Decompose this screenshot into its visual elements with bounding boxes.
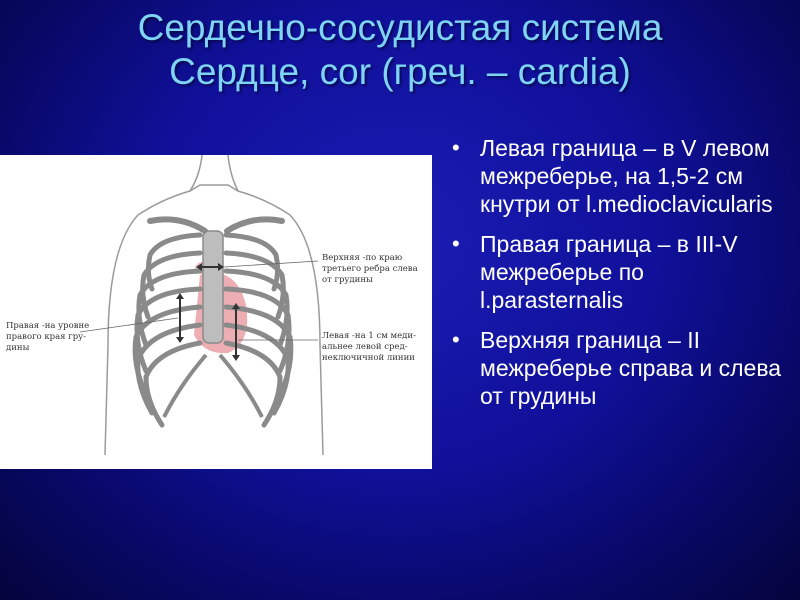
bullet-text: Левая граница – в V левом межреберье, на 1,5-2 см кнутри от l.medioclavicularis — [480, 135, 773, 217]
title-line-2: Сердце, cor (греч. – cardia) — [169, 51, 631, 92]
right-ribs — [135, 235, 200, 425]
costal-arch — [164, 355, 262, 417]
upper-border-label-3: от грудины — [322, 275, 373, 285]
sternum — [203, 231, 223, 343]
bullet-dot: • — [452, 231, 460, 256]
right-border-label-1: Правая -на уровне — [6, 321, 90, 331]
left-border-label-1: Левая -на 1 см меди- — [322, 331, 416, 341]
bullet-list — [448, 134, 793, 422]
heart-borders-figure — [0, 155, 432, 469]
title-line-1: Сердечно-сосудистая система — [137, 7, 663, 48]
bullet-dot: • — [452, 135, 460, 160]
right-border-label-3: дины — [6, 343, 30, 353]
slide-title — [0, 6, 800, 94]
upper-border-label-1: Верхняя -по краю — [322, 253, 403, 263]
bullet-text: Правая граница – в III-V межреберье по l.parasternalis — [480, 231, 738, 313]
bullet-text: Верхняя граница – II межреберье справа и слева от грудины — [480, 327, 782, 409]
upper-border-label-2: третьего ребра слева — [322, 264, 418, 274]
chest-illustration — [0, 155, 432, 469]
bullet-right-border — [448, 230, 793, 314]
bullet-upper-border — [448, 326, 793, 410]
left-border-label-2: альнее левой сред- — [322, 342, 408, 352]
right-clavicle — [150, 219, 205, 231]
left-border-label-3: неключичной линии — [322, 353, 415, 363]
bullet-left-border — [448, 134, 793, 218]
left-clavicle — [227, 219, 282, 231]
right-border-label-2: правого края гру- — [6, 332, 87, 342]
bullet-dot: • — [452, 327, 460, 352]
